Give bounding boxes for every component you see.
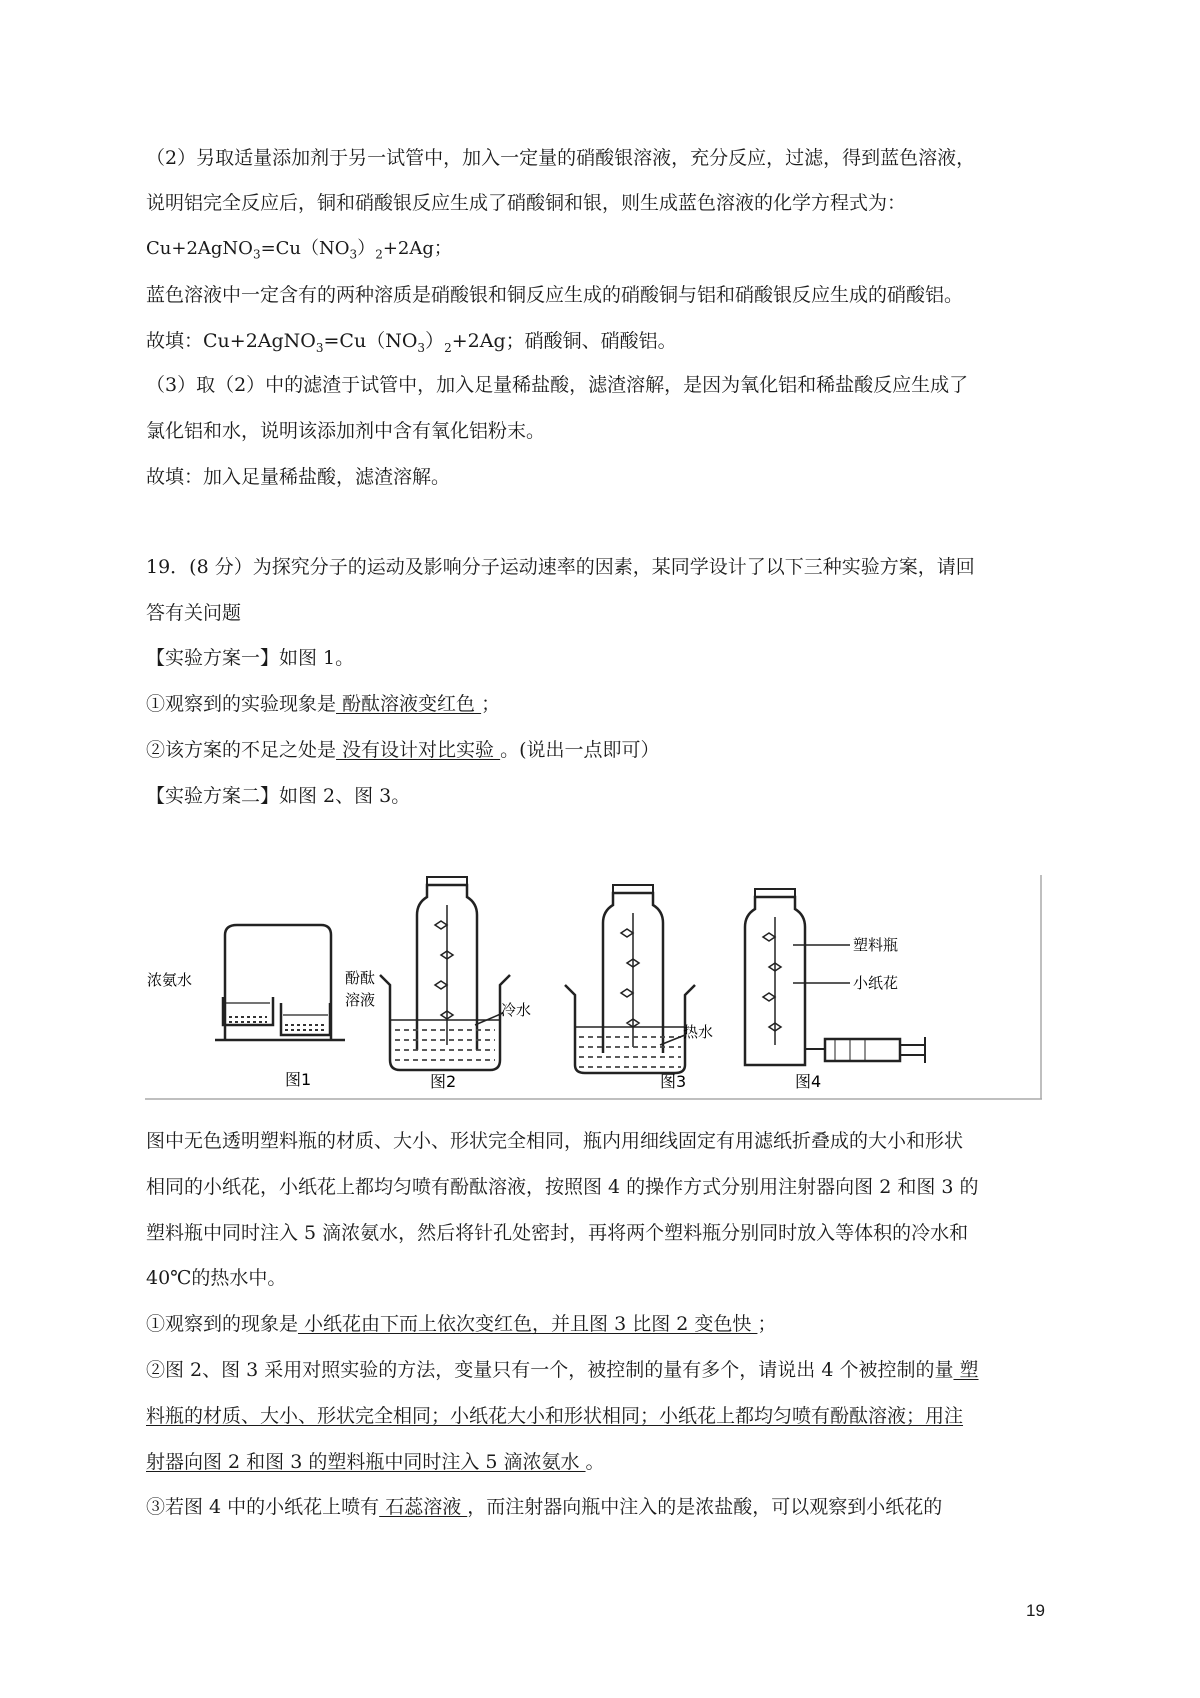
description-line1: 图中无色透明塑料瓶的材质、大小、形状完全相同，瓶内用细线固定有用滤纸折叠成的大小和形状 — [146, 1130, 964, 1152]
controlled-variables-line3: 射器向图 2 和图 3 的塑料瓶中同时注入 5 滴浓氨水 。 — [146, 1451, 605, 1473]
description-line4: 40℃的热水中。 — [146, 1267, 287, 1289]
part2-equation: $Cu+2AgNO_3=Cu(NO_3)_2+2Ag$； — [146, 238, 452, 262]
answer-blank: 石蕊溶液 — [379, 1496, 468, 1518]
experiment-figure — [145, 875, 1043, 1101]
controlled-variables-line2: 料瓶的材质、大小、形状完全相同；小纸花大小和形状相同；小纸花上都均匀喷有酚酞溶液；用注 — [146, 1405, 964, 1427]
part2-line2: 说明铝完全反应后，铜和硝酸银反应生成了硝酸铜和银，则生成蓝色溶液的化学方程式为： — [146, 192, 907, 214]
part3-answer: 故填：加入足量稀盐酸，滤渣溶解。 — [146, 466, 451, 488]
scheme1-heading: 【实验方案一】如图 1。 — [146, 647, 355, 669]
figure1-liquid — [229, 1017, 327, 1030]
caption-fig2: 图2 — [430, 1072, 457, 1091]
page-number: 19 — [1026, 1601, 1045, 1620]
answer-blank: 塑 — [953, 1359, 979, 1381]
part3-line1: （3）取（2）中的滤渣于试管中，加入足量稀盐酸，滤渣溶解，是因为氧化铝和稀盐酸反应生成了 — [146, 374, 969, 396]
label-ammonia: 浓氨水 — [147, 971, 193, 989]
caption-fig4: 图4 — [795, 1072, 822, 1091]
figure2-bottle-beaker — [380, 877, 510, 1070]
q19-line2: 答有关问题 — [146, 602, 242, 624]
description-line3: 塑料瓶中同时注入 5 滴浓氨水，然后将针孔处密封，再将两个塑料瓶分别同时放入等体积的冷水和 — [146, 1222, 969, 1244]
q19-line1: 19．(8 分）为探究分子的运动及影响分子运动速率的因素，某同学设计了以下三种实验方案，请回 — [146, 556, 975, 578]
scheme2-heading: 【实验方案二】如图 2、图 3。 — [146, 785, 411, 807]
label-phenol1: 酚酞 — [345, 969, 376, 987]
part2-line4: 蓝色溶液中一定含有的两种溶质是硝酸银和铜反应生成的硝酸铜与铝和硝酸银反应生成的硝酸铝。 — [146, 284, 964, 306]
figure3-bottle-beaker — [565, 885, 695, 1073]
label-plastic-bottle: 塑料瓶 — [853, 936, 899, 954]
part2-answer: 故填：$Cu+2AgNO_3=Cu(NO_3)_2+2Ag$；硝酸铜、硝酸铝。 — [146, 330, 677, 355]
scheme2-observation: ①观察到的现象是 小纸花由下而上依次变红色，并且图 3 比图 2 变色快 ； — [146, 1313, 777, 1335]
controlled-variables-line1: ②图 2、图 3 采用对照实验的方法，变量只有一个，被控制的量有多个，请说出 4 个被控制的量 塑 — [146, 1359, 979, 1381]
figure1-beakers — [215, 925, 345, 1040]
scheme1-shortcoming: ②该方案的不足之处是 没有设计对比实验 。(说出一点即可） — [146, 739, 660, 761]
label-cold-water: 冷水 — [501, 1001, 532, 1019]
part3-line2: 氯化铝和水，说明该添加剂中含有氧化铝粉末。 — [146, 420, 546, 442]
answer-blank: 没有设计对比实验 — [336, 739, 501, 761]
figure3-water — [579, 1037, 681, 1067]
label-phenol2: 溶液 — [345, 991, 376, 1009]
caption-fig1: 图1 — [285, 1070, 312, 1089]
figure2-water — [395, 1030, 495, 1060]
scheme1-observation: ①观察到的实验现象是 酚酞溶液变红色 ； — [146, 693, 501, 715]
description-line2: 相同的小纸花，小纸花上都均匀喷有酚酞溶液，按照图 4 的操作方式分别用注射器向图 2 和图 3 的 — [146, 1176, 979, 1198]
label-hot-water: 热水 — [683, 1023, 714, 1041]
caption-fig3: 图3 — [660, 1072, 687, 1091]
part2-line1: （2）另取适量添加剂于另一试管中，加入一定量的硝酸银溶液，充分反应，过滤，得到蓝色溶液， — [146, 147, 976, 169]
answer-blank: 酚酞溶液变红色 — [336, 693, 482, 715]
indicator-question: ③若图 4 中的小纸花上喷有 石蕊溶液 ，而注射器向瓶中注入的是浓盐酸，可以观察到小纸花的 — [146, 1496, 943, 1518]
answer-blank: 小纸花由下而上依次变红色，并且图 3 比图 2 变色快 — [298, 1313, 758, 1335]
label-paper-flower: 小纸花 — [853, 974, 899, 992]
